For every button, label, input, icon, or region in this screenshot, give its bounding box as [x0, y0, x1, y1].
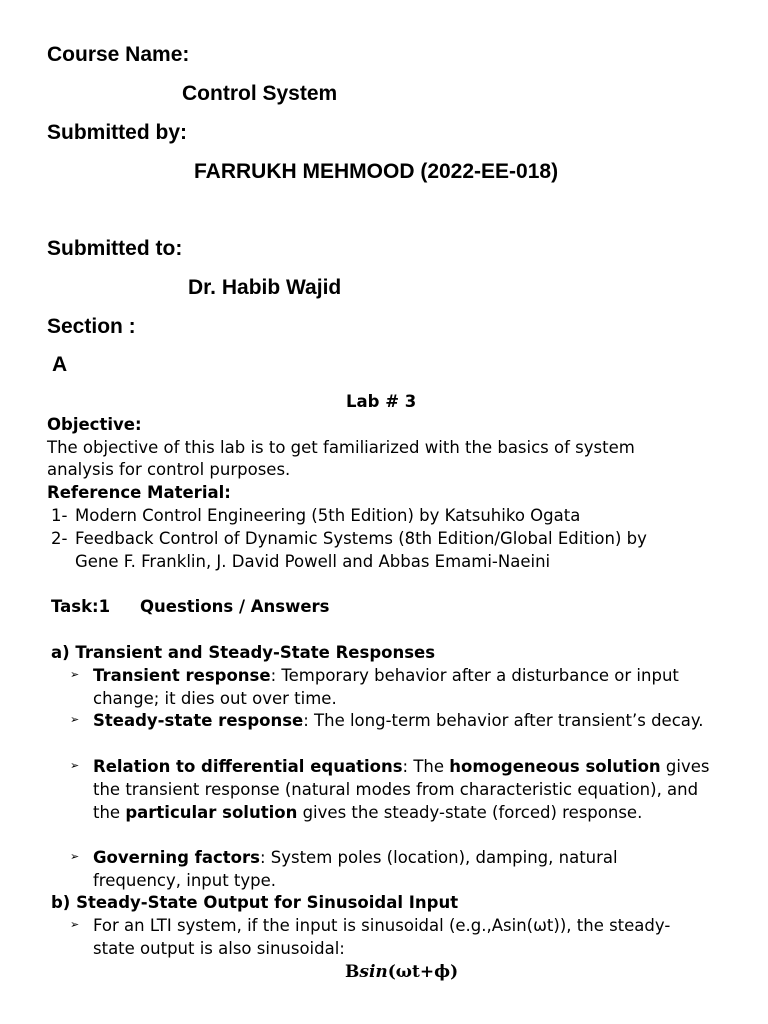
arrowhead-bullet-icon: ➢ — [70, 668, 80, 681]
submitted-to-value: Dr. Habib Wajid — [188, 276, 342, 299]
bullet-relation-differential-equations — [93, 755, 723, 824]
course-name-value: Control System — [182, 82, 338, 105]
bullet-text: : System poles (location), damping, natural frequency, input type. — [93, 848, 618, 890]
reference-item-text: Modern Control Engineering (5th Edition) by Katsuhiko Ogata — [75, 506, 581, 525]
section-a-heading: a) Transient and Steady-State Responses — [51, 643, 436, 662]
term-governing-factors: Governing factors — [93, 848, 260, 867]
reference-item-text-cont: Gene F. Franklin, J. David Powell and Abbas Emami-Naeini — [75, 552, 551, 571]
term-transient-response: Transient response — [93, 666, 271, 685]
section-b-heading: b) Steady-State Output for Sinusoidal Input — [51, 893, 459, 912]
bullet-transient-response — [93, 664, 733, 710]
objective-heading: Objective: — [47, 415, 142, 434]
steady-state-formula — [345, 962, 458, 982]
term-particular-solution: particular solution — [125, 803, 298, 822]
bullet-text: : Temporary behavior after a disturbance or input change; it dies out over time. — [93, 666, 679, 708]
task-label: Task:1 — [51, 597, 111, 616]
bullet-lti-sinusoidal: For an LTI system, if the input is sinusoidal (e.g.,Asin(ωt)), the steady-state output is also sinusoidal: — [93, 916, 671, 958]
formula-argument: (ωt+ϕ) — [387, 962, 459, 982]
reference-item-number: 1- — [51, 506, 68, 525]
arrowhead-bullet-icon: ➢ — [70, 850, 80, 863]
objective-text-line1: The objective of this lab is to get familiarized with the basics of system — [47, 438, 635, 457]
bullet-text: gives the steady-state (forced) response. — [297, 803, 643, 822]
term-steady-state-response: Steady-state response — [93, 711, 304, 730]
term-homogeneous-solution: homogeneous solution — [449, 757, 661, 776]
bullet-steady-state-response — [93, 709, 713, 732]
arrowhead-bullet-icon: ➢ — [70, 713, 80, 726]
section-label: Section : — [47, 315, 136, 338]
bullet-text: gives the transient response (natural modes from characteristic equation), and the — [93, 757, 710, 822]
bullet-text: : The — [402, 757, 450, 776]
task-title: Questions / Answers — [140, 597, 330, 616]
section-value: A — [52, 353, 68, 376]
bullet-governing-factors — [93, 846, 693, 892]
reference-item-number: 2- — [51, 529, 68, 548]
course-name-label: Course Name: — [47, 43, 190, 66]
submitted-by-value: FARRUKH MEHMOOD (2022-EE-018) — [194, 160, 559, 183]
submitted-to-label: Submitted to: — [47, 237, 183, 260]
reference-item-text: Feedback Control of Dynamic Systems (8th Edition/Global Edition) by — [75, 529, 647, 548]
formula-amplitude: B — [345, 962, 360, 982]
term-relation-differential-equations: Relation to differential equations — [93, 757, 403, 776]
bullet-text: : The long-term behavior after transient’s decay. — [303, 711, 704, 730]
reference-heading: Reference Material: — [47, 483, 231, 502]
formula-function: sin — [359, 962, 388, 982]
arrowhead-bullet-icon: ➢ — [70, 759, 80, 772]
objective-text-line2: analysis for control purposes. — [47, 460, 291, 479]
arrowhead-bullet-icon: ➢ — [70, 918, 80, 931]
lab-title: Lab # 3 — [346, 392, 417, 411]
submitted-by-label: Submitted by: — [47, 121, 187, 144]
